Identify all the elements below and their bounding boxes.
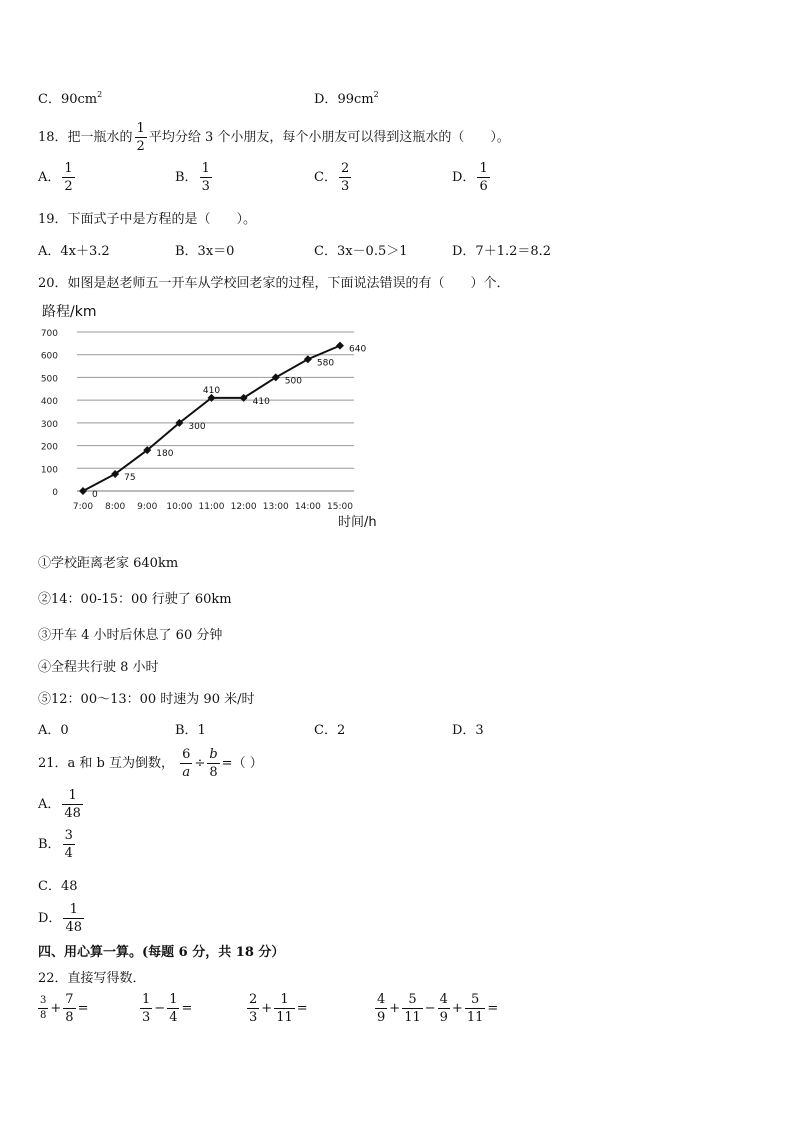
q22-expression-3 xyxy=(245,993,308,1024)
option-letter: D． xyxy=(452,170,476,185)
q18-option-a[interactable] xyxy=(38,162,77,193)
q17-option-d[interactable] xyxy=(314,88,379,107)
x-tick-label: 9:00 xyxy=(137,502,158,512)
question-text: 平均分给 3 个小朋友，每个小朋友可以得到这瓶水的（ ）。 xyxy=(148,130,510,145)
fraction: $\frac{7}{8}$ xyxy=(65,992,74,1025)
equals: = xyxy=(181,1001,193,1016)
data-point xyxy=(336,342,344,350)
q19-option-d[interactable]: D．7＋1.2＝8.2 xyxy=(452,244,552,259)
q21-option-b[interactable] xyxy=(38,829,77,860)
q21-option-a[interactable] xyxy=(38,789,85,820)
distance-time-chart xyxy=(30,296,390,536)
y-tick-labels xyxy=(41,329,58,498)
option-letter: B． xyxy=(38,837,61,852)
fraction: $\frac{1}{48}$ xyxy=(65,902,82,935)
fraction: $\frac{3}{8}$ xyxy=(40,995,47,1021)
fraction: $\frac{5}{11}$ xyxy=(404,992,421,1025)
data-label: 0 xyxy=(92,490,98,500)
q20-statement-2: ②14：00-15：00 行驶了 60km xyxy=(38,592,232,607)
q18-option-c[interactable] xyxy=(314,162,353,193)
x-tick-label: 13:00 xyxy=(262,502,289,512)
operator: + xyxy=(50,1001,62,1016)
q22-expression-2 xyxy=(138,993,192,1024)
y-tick-label: 100 xyxy=(40,465,58,476)
x-tick-labels xyxy=(73,502,353,512)
q20-statement-3: ③开车 4 小时后休息了 60 分钟 xyxy=(38,628,223,643)
data-label: 580 xyxy=(316,358,335,369)
y-tick-label: 300 xyxy=(40,419,58,430)
q21-question xyxy=(38,748,263,779)
q20-option-c[interactable]: C．2 xyxy=(314,723,346,738)
y-tick-label: 600 xyxy=(40,351,58,362)
y-tick-label: 0 xyxy=(52,488,58,498)
x-tick-label: 15:00 xyxy=(327,502,353,512)
fraction: $\frac{1}{2}$ xyxy=(136,121,145,154)
y-tick-label: 200 xyxy=(40,442,58,453)
fraction: $\frac{2}{3}$ xyxy=(340,161,350,194)
y-tick-label: 400 xyxy=(40,397,58,408)
option-letter: C． xyxy=(38,879,61,894)
question-text: 18．把一瓶水的 xyxy=(38,130,133,145)
series-line xyxy=(83,346,340,491)
data-label: 180 xyxy=(156,449,174,460)
option-value: 48 xyxy=(60,879,78,894)
operator: + xyxy=(451,1001,463,1016)
data-label: 640 xyxy=(349,344,367,355)
x-tick-label: 10:00 xyxy=(166,502,193,512)
q19-option-c[interactable]: C．3x－0.5＞1 xyxy=(314,244,408,259)
q20-option-a[interactable]: A．0 xyxy=(38,723,69,738)
x-tick-label: 14:00 xyxy=(294,502,321,512)
fraction: $\frac{1}{11}$ xyxy=(276,992,293,1025)
q18-question xyxy=(38,122,510,153)
data-point xyxy=(79,487,87,495)
option-letter: D． xyxy=(38,911,62,926)
x-tick-label: 12:00 xyxy=(230,502,257,512)
option-letter: C． xyxy=(314,170,337,185)
option-letter: A． xyxy=(38,797,61,812)
fraction: $\frac{1}{3}$ xyxy=(142,992,151,1025)
fraction: $\frac{5}{11}$ xyxy=(466,992,484,1025)
fraction: $\frac{2}{3}$ xyxy=(249,992,258,1025)
operator: ÷ xyxy=(194,756,206,771)
option-value: 99cm xyxy=(337,92,374,107)
fraction: $\frac{4}{9}$ xyxy=(377,992,386,1025)
y-tick-label: 500 xyxy=(40,374,58,385)
q19-option-b[interactable]: B．3x＝0 xyxy=(175,244,235,259)
operator: − xyxy=(424,1001,436,1016)
q20-statement-4: ④全程共行驶 8 小时 xyxy=(38,660,159,675)
q21-option-d[interactable] xyxy=(38,903,86,934)
fraction: $\frac{b}{8}$ xyxy=(209,747,218,780)
y-tick-label: 700 xyxy=(40,329,58,339)
data-label: 500 xyxy=(284,376,302,387)
equals: = xyxy=(296,1001,308,1016)
q18-option-d[interactable] xyxy=(452,162,492,193)
q22-expression-4 xyxy=(373,993,498,1024)
q20-statement-1: ①学校距离老家 640km xyxy=(38,556,179,571)
fraction: $\frac{1}{48}$ xyxy=(64,788,81,821)
q17-option-c[interactable] xyxy=(38,88,102,107)
equals: = xyxy=(77,1001,89,1016)
q19-option-a[interactable]: A．4x＋3.2 xyxy=(38,244,110,259)
fraction: $\frac{4}{9}$ xyxy=(439,992,448,1025)
data-labels xyxy=(92,345,366,500)
q18-option-b[interactable] xyxy=(175,162,214,193)
data-label: 75 xyxy=(124,472,136,483)
operator: − xyxy=(154,1001,166,1016)
operator: + xyxy=(389,1001,401,1016)
option-letter: D． xyxy=(314,92,338,107)
equals: = xyxy=(487,1001,499,1016)
answer-blank: =（ ） xyxy=(221,756,263,771)
superscript: 2 xyxy=(373,90,379,99)
data-point xyxy=(304,355,312,363)
fraction: $\frac{1}{2}$ xyxy=(64,161,73,194)
x-tick-label: 7:00 xyxy=(72,502,94,512)
q19-question: 19．下面式子中是方程的是（ ）。 xyxy=(38,212,257,227)
fraction: $\frac{3}{4}$ xyxy=(64,828,73,861)
fraction: $\frac{6}{a}$ xyxy=(182,747,191,780)
option-letter: C． xyxy=(38,92,61,107)
x-axis-label: 时间/h xyxy=(338,515,377,530)
option-letter: A． xyxy=(38,170,61,185)
fraction: $\frac{1}{3}$ xyxy=(201,161,210,194)
y-axis-label: 路程/km xyxy=(42,304,97,320)
section-heading: 四、用心算一算。(每题 6 分，共 18 分） xyxy=(38,945,285,960)
q22-question: 22．直接写得数． xyxy=(38,971,146,986)
fraction: $\frac{1}{4}$ xyxy=(169,992,178,1025)
data-label: 410 xyxy=(252,396,270,407)
q20-option-d[interactable]: D．3 xyxy=(452,723,484,738)
data-label: 410 xyxy=(202,385,221,396)
option-letter: B． xyxy=(175,170,198,185)
q20-statement-5: ⑤12：00～13：00 时速为 90 米/时 xyxy=(38,692,255,707)
q20-question: 20．如图是赵老师五一开车从学校回老家的过程，下面说法错误的有（ ）个． xyxy=(38,276,510,291)
option-value: 90cm xyxy=(60,92,98,107)
x-tick-label: 8:00 xyxy=(105,502,126,512)
q20-option-b[interactable]: B．1 xyxy=(175,723,206,738)
question-text: 21．a 和 b 互为倒数， xyxy=(38,756,175,771)
data-label: 300 xyxy=(188,421,206,432)
grid-lines xyxy=(77,332,354,491)
fraction: $\frac{1}{6}$ xyxy=(479,161,488,194)
operator: + xyxy=(261,1001,273,1016)
q22-expression-1 xyxy=(36,993,88,1024)
superscript: 2 xyxy=(97,90,103,99)
q21-option-c[interactable] xyxy=(38,875,78,894)
x-tick-label: 11:00 xyxy=(198,502,225,512)
